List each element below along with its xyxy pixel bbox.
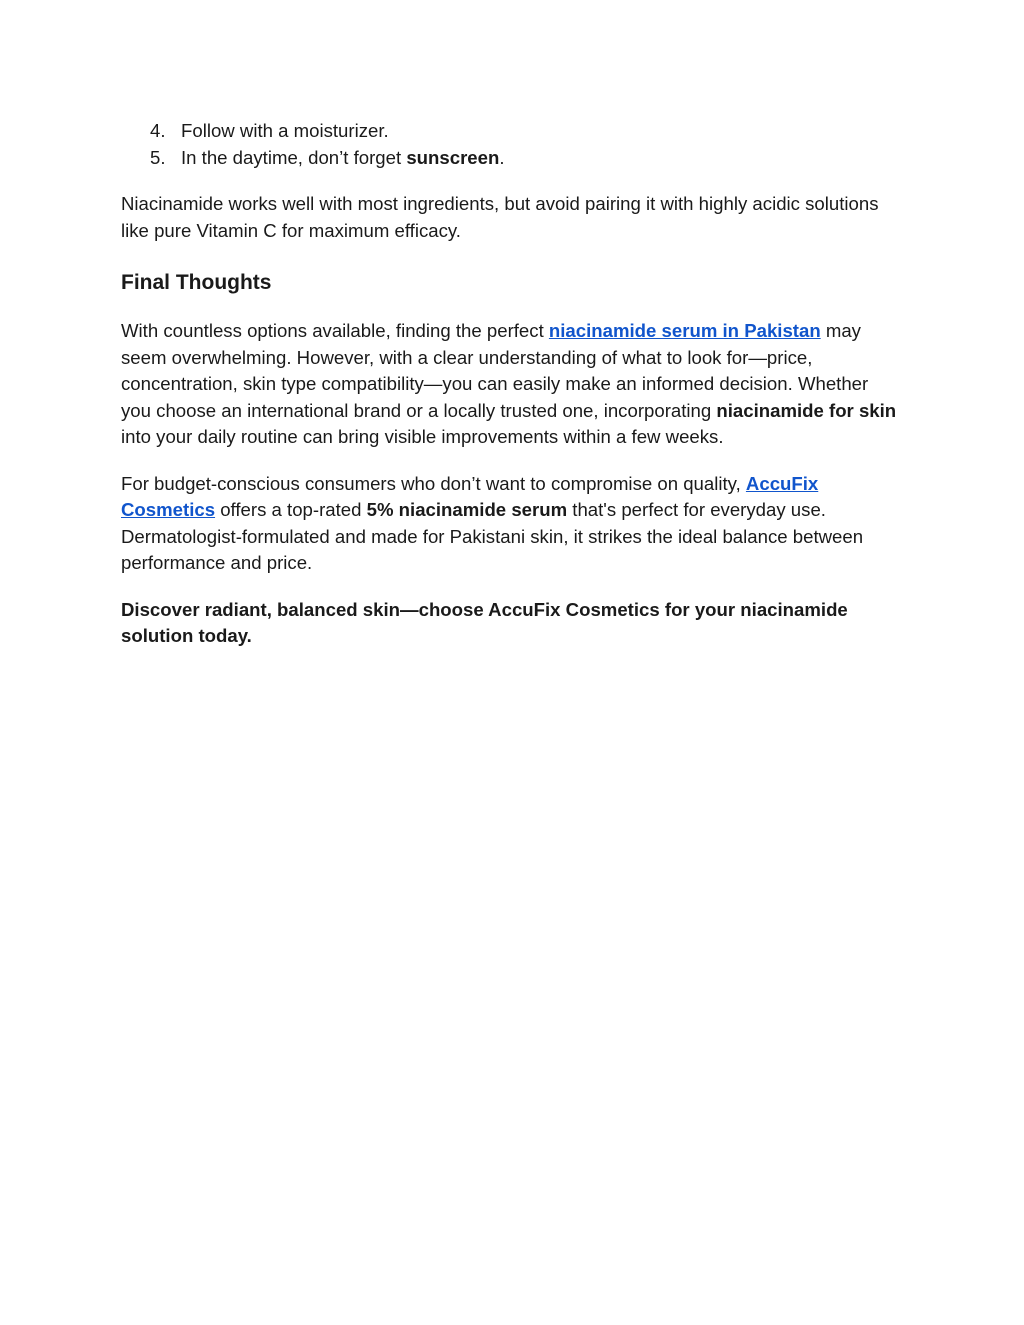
paragraph-final-thoughts bbox=[121, 318, 901, 451]
list-item bbox=[121, 118, 901, 145]
document-body bbox=[121, 118, 901, 650]
section-heading: Final Thoughts bbox=[121, 271, 272, 294]
paragraph-acidic-warning: Niacinamide works well with most ingredients, but avoid pairing it with highly acidic solutions like pure Vitamin C for maximum efficacy. bbox=[121, 193, 879, 241]
list-item-text-end: . bbox=[499, 146, 505, 168]
paragraph-text: may seem overwhelming. However, with a clear understanding of what to look for—price, concentration, skin type compatibility—you can easily make an informed decision. Whether you choose an international brand or a locally trusted one, incorporating bbox=[121, 320, 869, 421]
list-number: 5. bbox=[150, 146, 166, 168]
paragraph-text: For budget-conscious consumers who don’t want to compromise on quality, bbox=[121, 472, 746, 494]
list-item-bold-text: sunscreen bbox=[406, 146, 500, 168]
paragraph-text: into your daily routine can bring visible improvements within a few weeks. bbox=[121, 426, 724, 447]
list-number: 4. bbox=[150, 120, 166, 141]
paragraph-text: that's perfect for everyday use. Dermatologist-formulated and made for Pakistani skin, it strikes the ideal balance between performance and price. bbox=[121, 499, 864, 573]
list-item-text: In the daytime, don’t forget bbox=[181, 146, 407, 168]
accufix-cosmetics-link[interactable]: AccuFix Cosmetics bbox=[121, 472, 819, 520]
call-to-action bbox=[121, 597, 901, 650]
list-item-text: Follow with a moisturizer. bbox=[181, 120, 389, 141]
paragraph-text: offers a top-rated bbox=[215, 499, 367, 520]
list-item bbox=[121, 145, 901, 172]
paragraph-bold-text: 5% niacinamide serum bbox=[366, 499, 568, 520]
paragraph-accufix bbox=[121, 471, 901, 577]
numbered-list bbox=[121, 118, 901, 171]
paragraph-bold-text: niacinamide for skin bbox=[716, 399, 897, 421]
paragraph-text: With countless options available, finding the perfect bbox=[121, 320, 549, 341]
cta-text: Discover radiant, balanced skin—choose AccuFix Cosmetics for your niacinamide solution today. bbox=[121, 598, 848, 646]
niacinamide-serum-link[interactable]: niacinamide serum in Pakistan bbox=[548, 320, 821, 341]
